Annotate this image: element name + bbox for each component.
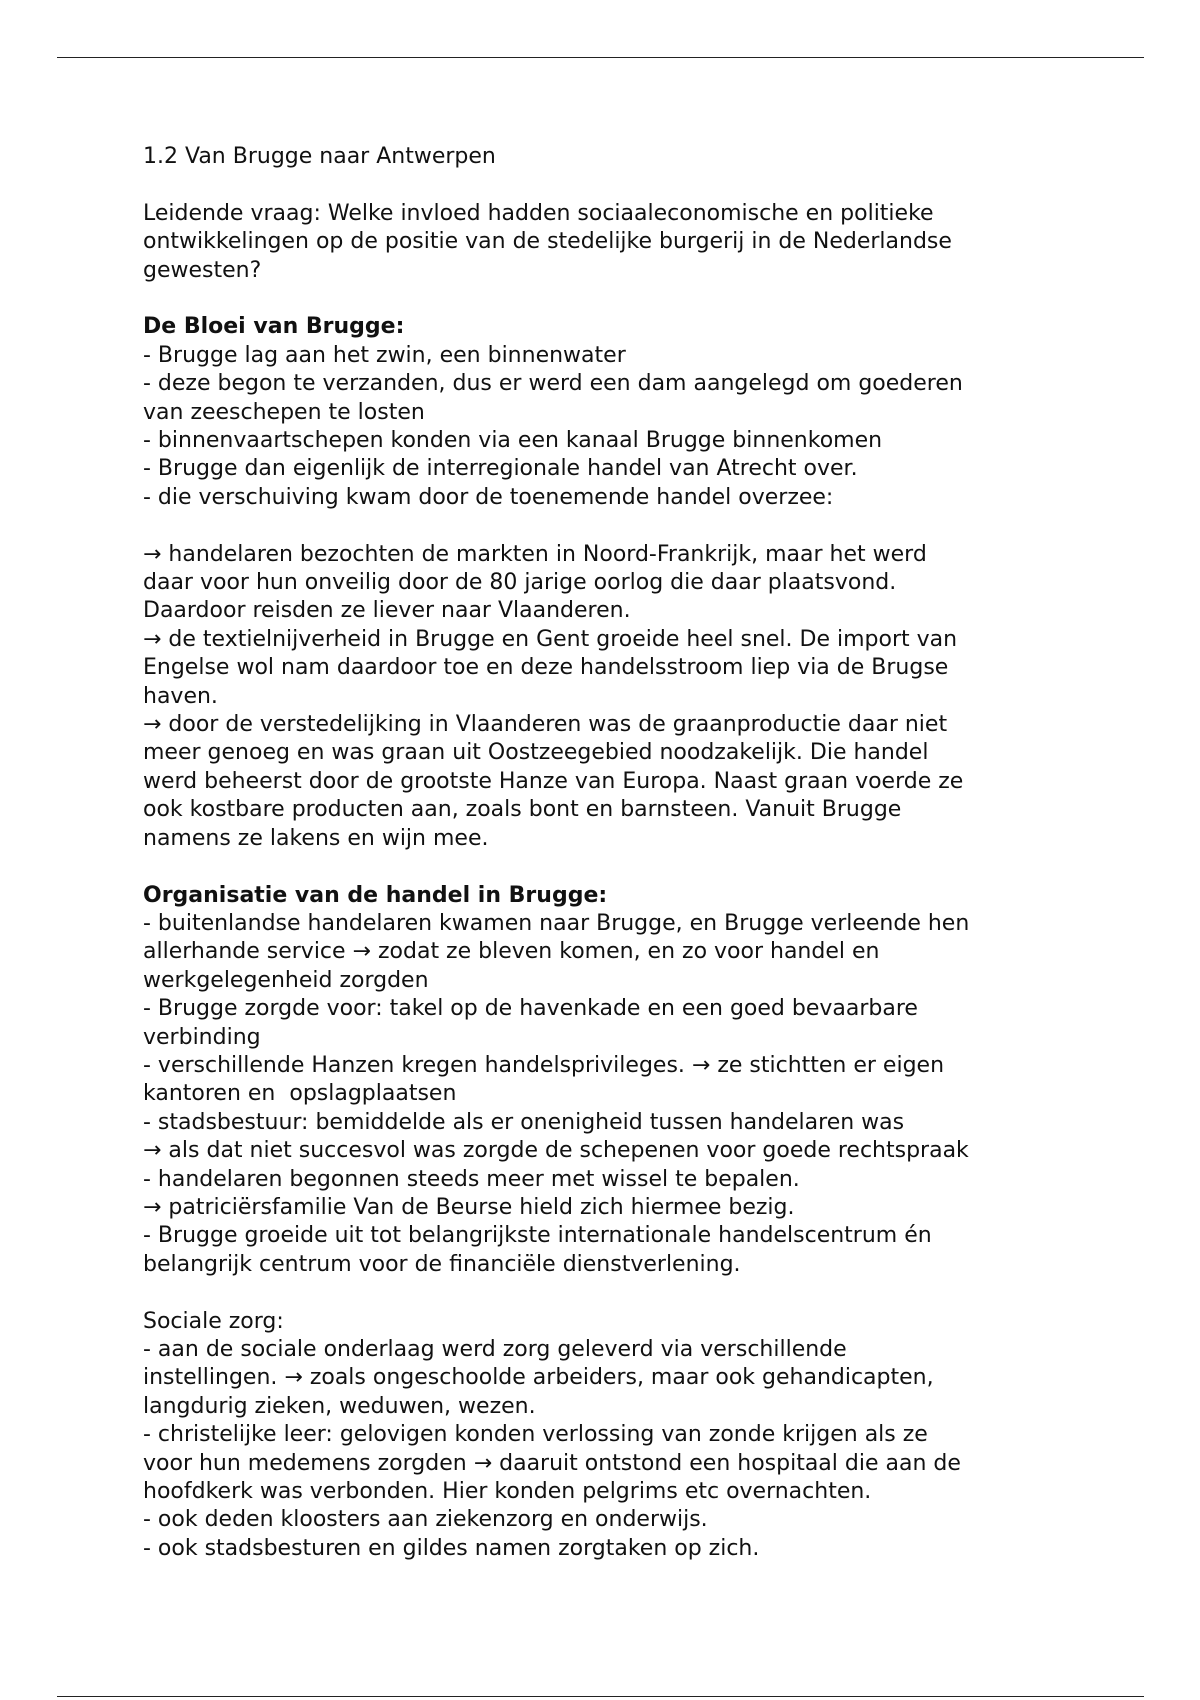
text-line: kantoren en opslagplaatsen: [143, 1081, 457, 1107]
leading-question-line: ontwikkelingen op de positie van de stedelijke burgerij in de Nederlandse: [143, 229, 952, 255]
section-heading: Sociale zorg:: [143, 1308, 284, 1334]
text-line: - stadsbestuur: bemiddelde als er onenigheid tussen handelaren was: [143, 1109, 905, 1135]
text-line: → door de verstedelijking in Vlaanderen was de graanproductie daar niet: [143, 712, 948, 738]
text-line: → handelaren bezochten de markten in Noord-Frankrijk, maar het werd: [143, 541, 927, 567]
text-line: haven.: [143, 683, 218, 709]
text-line: langdurig zieken, weduwen, wezen.: [143, 1393, 536, 1419]
text-line: werd beheerst door de grootste Hanze van Europa. Naast graan voerde ze: [143, 768, 964, 794]
paragraph: [143, 342, 1103, 512]
text-line: - Brugge dan eigenlijk de interregionale handel van Atrecht over.: [143, 456, 858, 482]
paragraph: [143, 910, 1103, 1279]
leading-question-line: Leidende vraag: Welke invloed hadden sociaaleconomische en politieke: [143, 200, 934, 226]
text-line: Engelse wol nam daardoor toe en deze handelsstroom liep via de Brugse: [143, 655, 949, 681]
text-line: instellingen. → zoals ongeschoolde arbeiders, maar ook gehandicapten,: [143, 1365, 934, 1391]
text-line: verbinding: [143, 1024, 261, 1050]
header-rule: [57, 57, 1144, 58]
section: [143, 313, 1103, 853]
text-line: - verschillende Hanzen kregen handelsprivileges. → ze stichtten er eigen: [143, 1052, 945, 1078]
text-line: → als dat niet succesvol was zorgde de schepenen voor goede rechtspraak: [143, 1138, 969, 1164]
spacer: [143, 1279, 1103, 1307]
text-line: - Brugge groeide uit tot belangrijkste internationale handelscentrum én: [143, 1223, 932, 1249]
spacer: [143, 512, 1103, 540]
paragraph: [143, 541, 1103, 853]
spacer: [143, 171, 1103, 199]
section: [143, 882, 1103, 1280]
text-line: allerhande service → zodat ze bleven komen, en zo voor handel en: [143, 939, 880, 965]
text-line: - buitenlandse handelaren kwamen naar Brugge, en Brugge verleende hen: [143, 910, 970, 936]
footer-rule: [57, 1696, 1144, 1697]
text-line: werkgelegenheid zorgden: [143, 967, 429, 993]
section-heading: Organisatie van de handel in Brugge:: [143, 882, 608, 908]
text-line: van zeeschepen te losten: [143, 399, 425, 425]
text-line: Daardoor reisden ze liever naar Vlaanderen.: [143, 598, 631, 624]
leading-question-line: gewesten?: [143, 257, 262, 283]
text-line: belangrijk centrum voor de financiële dienstverlening.: [143, 1251, 741, 1277]
text-line: namens ze lakens en wijn mee.: [143, 825, 489, 851]
text-line: daar voor hun onveilig door de 80 jarige oorlog die daar plaatsvond.: [143, 570, 897, 596]
section: [143, 1308, 1103, 1564]
text-line: - die verschuiving kwam door de toenemende handel overzee:: [143, 484, 834, 510]
text-line: voor hun medemens zorgden → daaruit ontstond een hospitaal die aan de: [143, 1450, 961, 1476]
text-line: hoofdkerk was verbonden. Hier konden pelgrims etc overnachten.: [143, 1479, 872, 1505]
text-line: - aan de sociale onderlaag werd zorg geleverd via verschillende: [143, 1336, 847, 1362]
text-line: - christelijke leer: gelovigen konden verlossing van zonde krijgen als ze: [143, 1422, 928, 1448]
spacer: [143, 285, 1103, 313]
leading-question: [143, 200, 1103, 285]
text-line: - ook deden kloosters aan ziekenzorg en onderwijs.: [143, 1507, 708, 1533]
text-line: - Brugge zorgde voor: takel op de havenkade en een goed bevaarbare: [143, 996, 918, 1022]
text-line: - Brugge lag aan het zwin, een binnenwater: [143, 342, 626, 368]
spacer: [143, 853, 1103, 881]
text-line: - deze begon te verzanden, dus er werd een dam aangelegd om goederen: [143, 371, 963, 397]
text-line: → patriciërsfamilie Van de Beurse hield zich hiermee bezig.: [143, 1194, 795, 1220]
document-body: [143, 143, 1103, 1563]
text-line: meer genoeg en was graan uit Oostzeegebied noodzakelijk. Die handel: [143, 740, 929, 766]
document-title: 1.2 Van Brugge naar Antwerpen: [143, 144, 496, 169]
paragraph: [143, 1336, 1103, 1563]
text-line: → de textielnijverheid in Brugge en Gent groeide heel snel. De import van: [143, 626, 958, 652]
text-line: - binnenvaartschepen konden via een kanaal Brugge binnenkomen: [143, 428, 883, 454]
sections: [143, 285, 1103, 1563]
text-line: - ook stadsbesturen en gildes namen zorgtaken op zich.: [143, 1535, 760, 1561]
text-line: - handelaren begonnen steeds meer met wissel te bepalen.: [143, 1166, 800, 1192]
text-line: ook kostbare producten aan, zoals bont en barnsteen. Vanuit Brugge: [143, 797, 902, 823]
section-heading: De Bloei van Brugge:: [143, 314, 405, 340]
